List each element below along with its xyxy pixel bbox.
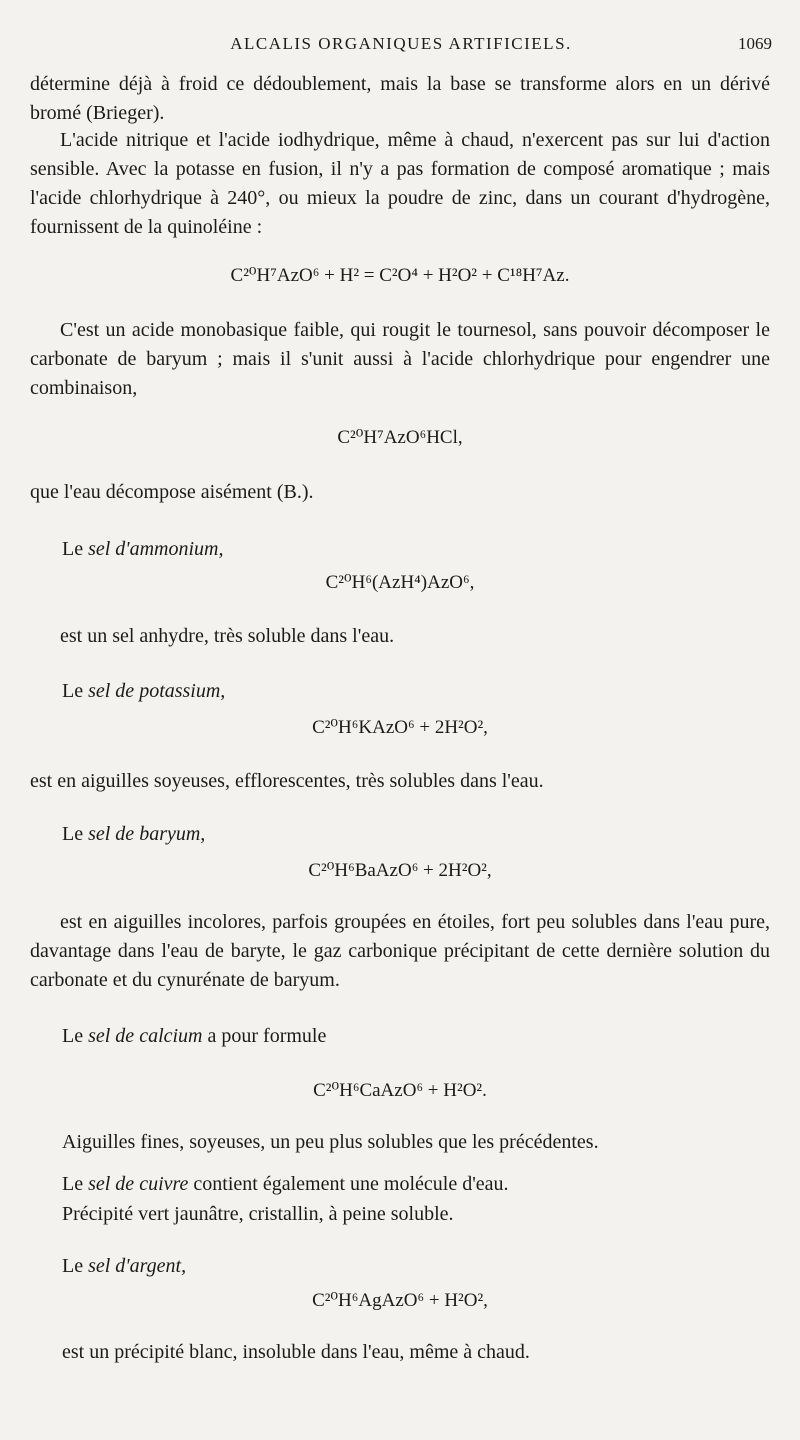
paragraph-2: L'acide nitrique et l'acide iodhydrique, même à chaud, n'exercent pas sur lui d'action sensible. Avec la potasse en fusion, il n'y a pas formation de composé aromatique ; mais l'acide chlorhydrique à 240°, ou mieux la poudre de zinc, dans un courant d'hydrogène, fournissent de la quinoléine : xyxy=(30,129,770,238)
formula-1: C²⁰H⁷AzO⁶ + H² = C²O⁴ + H²O² + C¹⁸H⁷Az. xyxy=(230,265,570,286)
paragraph-14: Précipité vert jaunâtre, cristallin, à peine soluble. xyxy=(62,1203,454,1225)
label-prefix: Le xyxy=(62,1255,89,1277)
page-header xyxy=(30,34,772,62)
running-title: ALCALIS ORGANIQUES ARTIFICIELS. xyxy=(230,34,572,53)
paragraph-5 xyxy=(62,535,223,564)
paragraph-12: Aiguilles fines, soyeuses, un peu plus solubles que les précédentes. xyxy=(62,1131,599,1153)
paragraph-15 xyxy=(62,1252,186,1281)
paragraph-16: est un précipité blanc, insoluble dans l'eau, même à chaud. xyxy=(62,1341,530,1363)
formula-4: C²⁰H⁶KAzO⁶ + 2H²O², xyxy=(312,717,488,738)
paragraph-3: C'est un acide monobasique faible, qui rougit le tournesol, sans pouvoir décomposer le carbonate de baryum ; mais il s'unit aussi à l'acide chlorhydrique pour engendrer une combinaison, xyxy=(30,319,770,399)
label-prefix: Le xyxy=(62,1173,89,1195)
paragraph-4: que l'eau décompose aisément (B.). xyxy=(30,481,314,503)
paragraph-1: détermine déjà à froid ce dédoublement, mais la base se transforme alors en un dérivé bromé (Brieger). xyxy=(30,73,770,124)
paragraph-13 xyxy=(62,1170,509,1199)
salt-name: sel de potassium, xyxy=(88,680,226,702)
page-number: 1069 xyxy=(738,34,772,53)
formula-3: C²⁰H⁶(AzH⁴)AzO⁶, xyxy=(325,572,475,593)
label-prefix: Le xyxy=(62,538,89,560)
paragraph-10: est en aiguilles incolores, parfois groupées en étoiles, fort peu solubles dans l'eau pure, davantage dans l'eau de baryte, le gaz carbonique précipitant de cette dernière solution du carbonate et du cynurénate de baryum. xyxy=(30,911,770,991)
paragraph-11 xyxy=(62,1022,326,1051)
paragraph-8: est en aiguilles soyeuses, efflorescentes, très solubles dans l'eau. xyxy=(30,770,544,792)
paragraph-6: est un sel anhydre, très soluble dans l'eau. xyxy=(60,625,395,647)
salt-name: sel de baryum, xyxy=(88,823,206,845)
label-suffix: a pour formule xyxy=(202,1025,327,1047)
label-prefix: Le xyxy=(62,680,89,702)
paragraph-7 xyxy=(62,677,225,706)
formula-7: C²⁰H⁶AgAzO⁶ + H²O², xyxy=(312,1290,488,1311)
label-prefix: Le xyxy=(62,1025,89,1047)
label-suffix: contient également une molécule d'eau. xyxy=(188,1173,509,1195)
salt-name: sel d'ammonium, xyxy=(88,538,224,560)
formula-5: C²⁰H⁶BaAzO⁶ + 2H²O², xyxy=(308,860,492,881)
paragraph-9 xyxy=(62,820,205,849)
salt-name: sel de calcium xyxy=(88,1025,203,1047)
label-prefix: Le xyxy=(62,823,89,845)
formula-2: C²⁰H⁷AzO⁶HCl, xyxy=(337,427,463,448)
salt-name: sel de cuivre xyxy=(88,1173,189,1195)
formula-6: C²⁰H⁶CaAzO⁶ + H²O². xyxy=(313,1080,487,1101)
salt-name: sel d'argent, xyxy=(88,1255,187,1277)
